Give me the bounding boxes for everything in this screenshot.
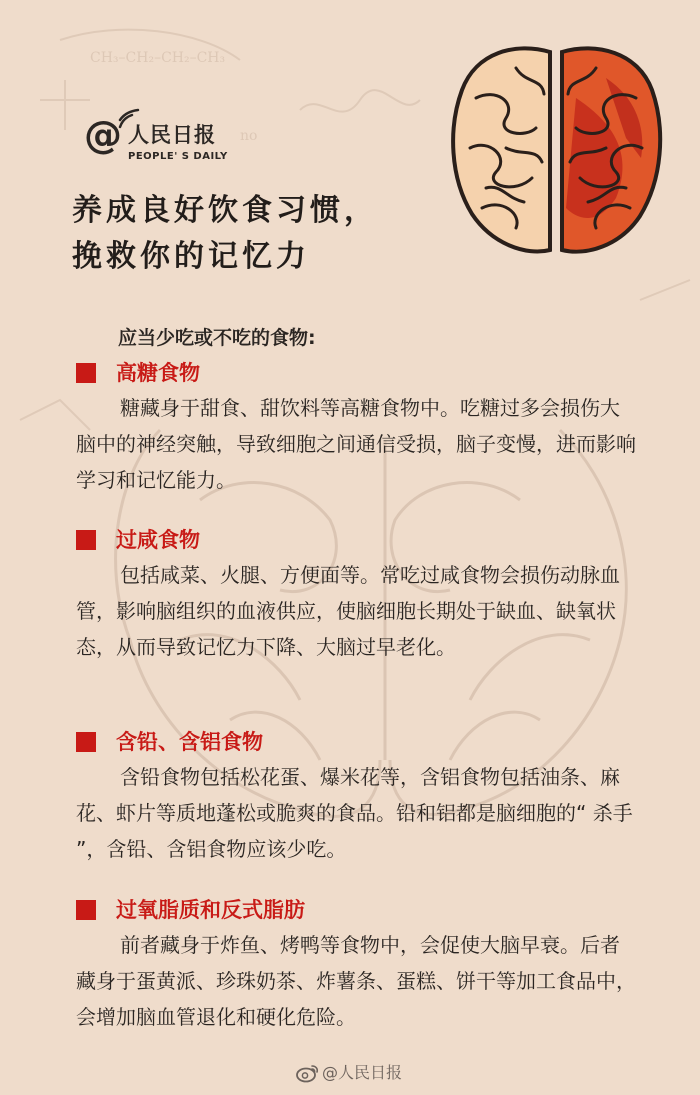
logo-at-symbol: @: [84, 113, 122, 157]
section-body: 前者藏身于炸鱼、烤鸭等食物中，会促使大脑早衰。后者藏身于蛋黄派、珍珠奶茶、炸薯条、蛋糕、饼干等加工食品中，会增加脑血管退化和硬化危险。: [76, 933, 636, 1029]
peoples-daily-logo: [84, 113, 234, 173]
section-high-salt: [76, 525, 636, 665]
subheading: 应当少吃或不吃的食物:: [118, 327, 316, 349]
section-peroxide-trans-fat: [76, 895, 636, 1035]
section-title: 过咸食物: [116, 528, 200, 552]
section-title: 过氧脂质和反式脂肪: [116, 898, 305, 922]
svg-text:no: no: [240, 128, 258, 144]
logo-english-name: PEOPLE' S DAILY: [128, 151, 228, 162]
logo-chinese-name: 人民日报: [128, 123, 216, 147]
section-lead-aluminum: [76, 727, 636, 867]
page-title: [72, 188, 462, 280]
title-line-2: 挽救你的记忆力: [72, 239, 310, 274]
section-title: 高糖食物: [116, 361, 200, 385]
section-body: 糖藏身于甜食、甜饮料等高糖食物中。吃糖过多会损伤大脑中的神经突触，导致细胞之间通信受损，脑子变慢，进而影响学习和记忆能力。: [76, 396, 636, 492]
section-body: 包括咸菜、火腿、方便面等。常吃过咸食物会损伤动脉血管，影响脑组织的血液供应，使脑细胞长期处于缺血、缺氧状态，从而导致记忆力下降、大脑过早老化。: [76, 563, 620, 659]
section-body: 含铅食物包括松花蛋、爆米花等，含铝食物包括油条、麻花、虾片等质地蓬松或脆爽的食品。铅和铝都是脑细胞的“ 杀手 ”，含铅、含铝食物应该少吃。: [76, 765, 633, 861]
red-square-bullet: [76, 732, 96, 752]
svg-text:CH₃–CH₂–CH₂–CH₃: CH₃–CH₂–CH₂–CH₃: [90, 50, 226, 66]
title-line-1: 养成良好饮食习惯，: [72, 193, 378, 228]
footer-text: @人民日报: [322, 1063, 403, 1082]
red-square-bullet: [76, 363, 96, 383]
section-title: 含铅、含铝食物: [116, 730, 263, 754]
red-square-bullet: [76, 530, 96, 550]
brain-illustration: [446, 38, 666, 262]
weibo-icon: [296, 1063, 320, 1083]
section-high-sugar: [76, 358, 636, 498]
red-square-bullet: [76, 900, 96, 920]
